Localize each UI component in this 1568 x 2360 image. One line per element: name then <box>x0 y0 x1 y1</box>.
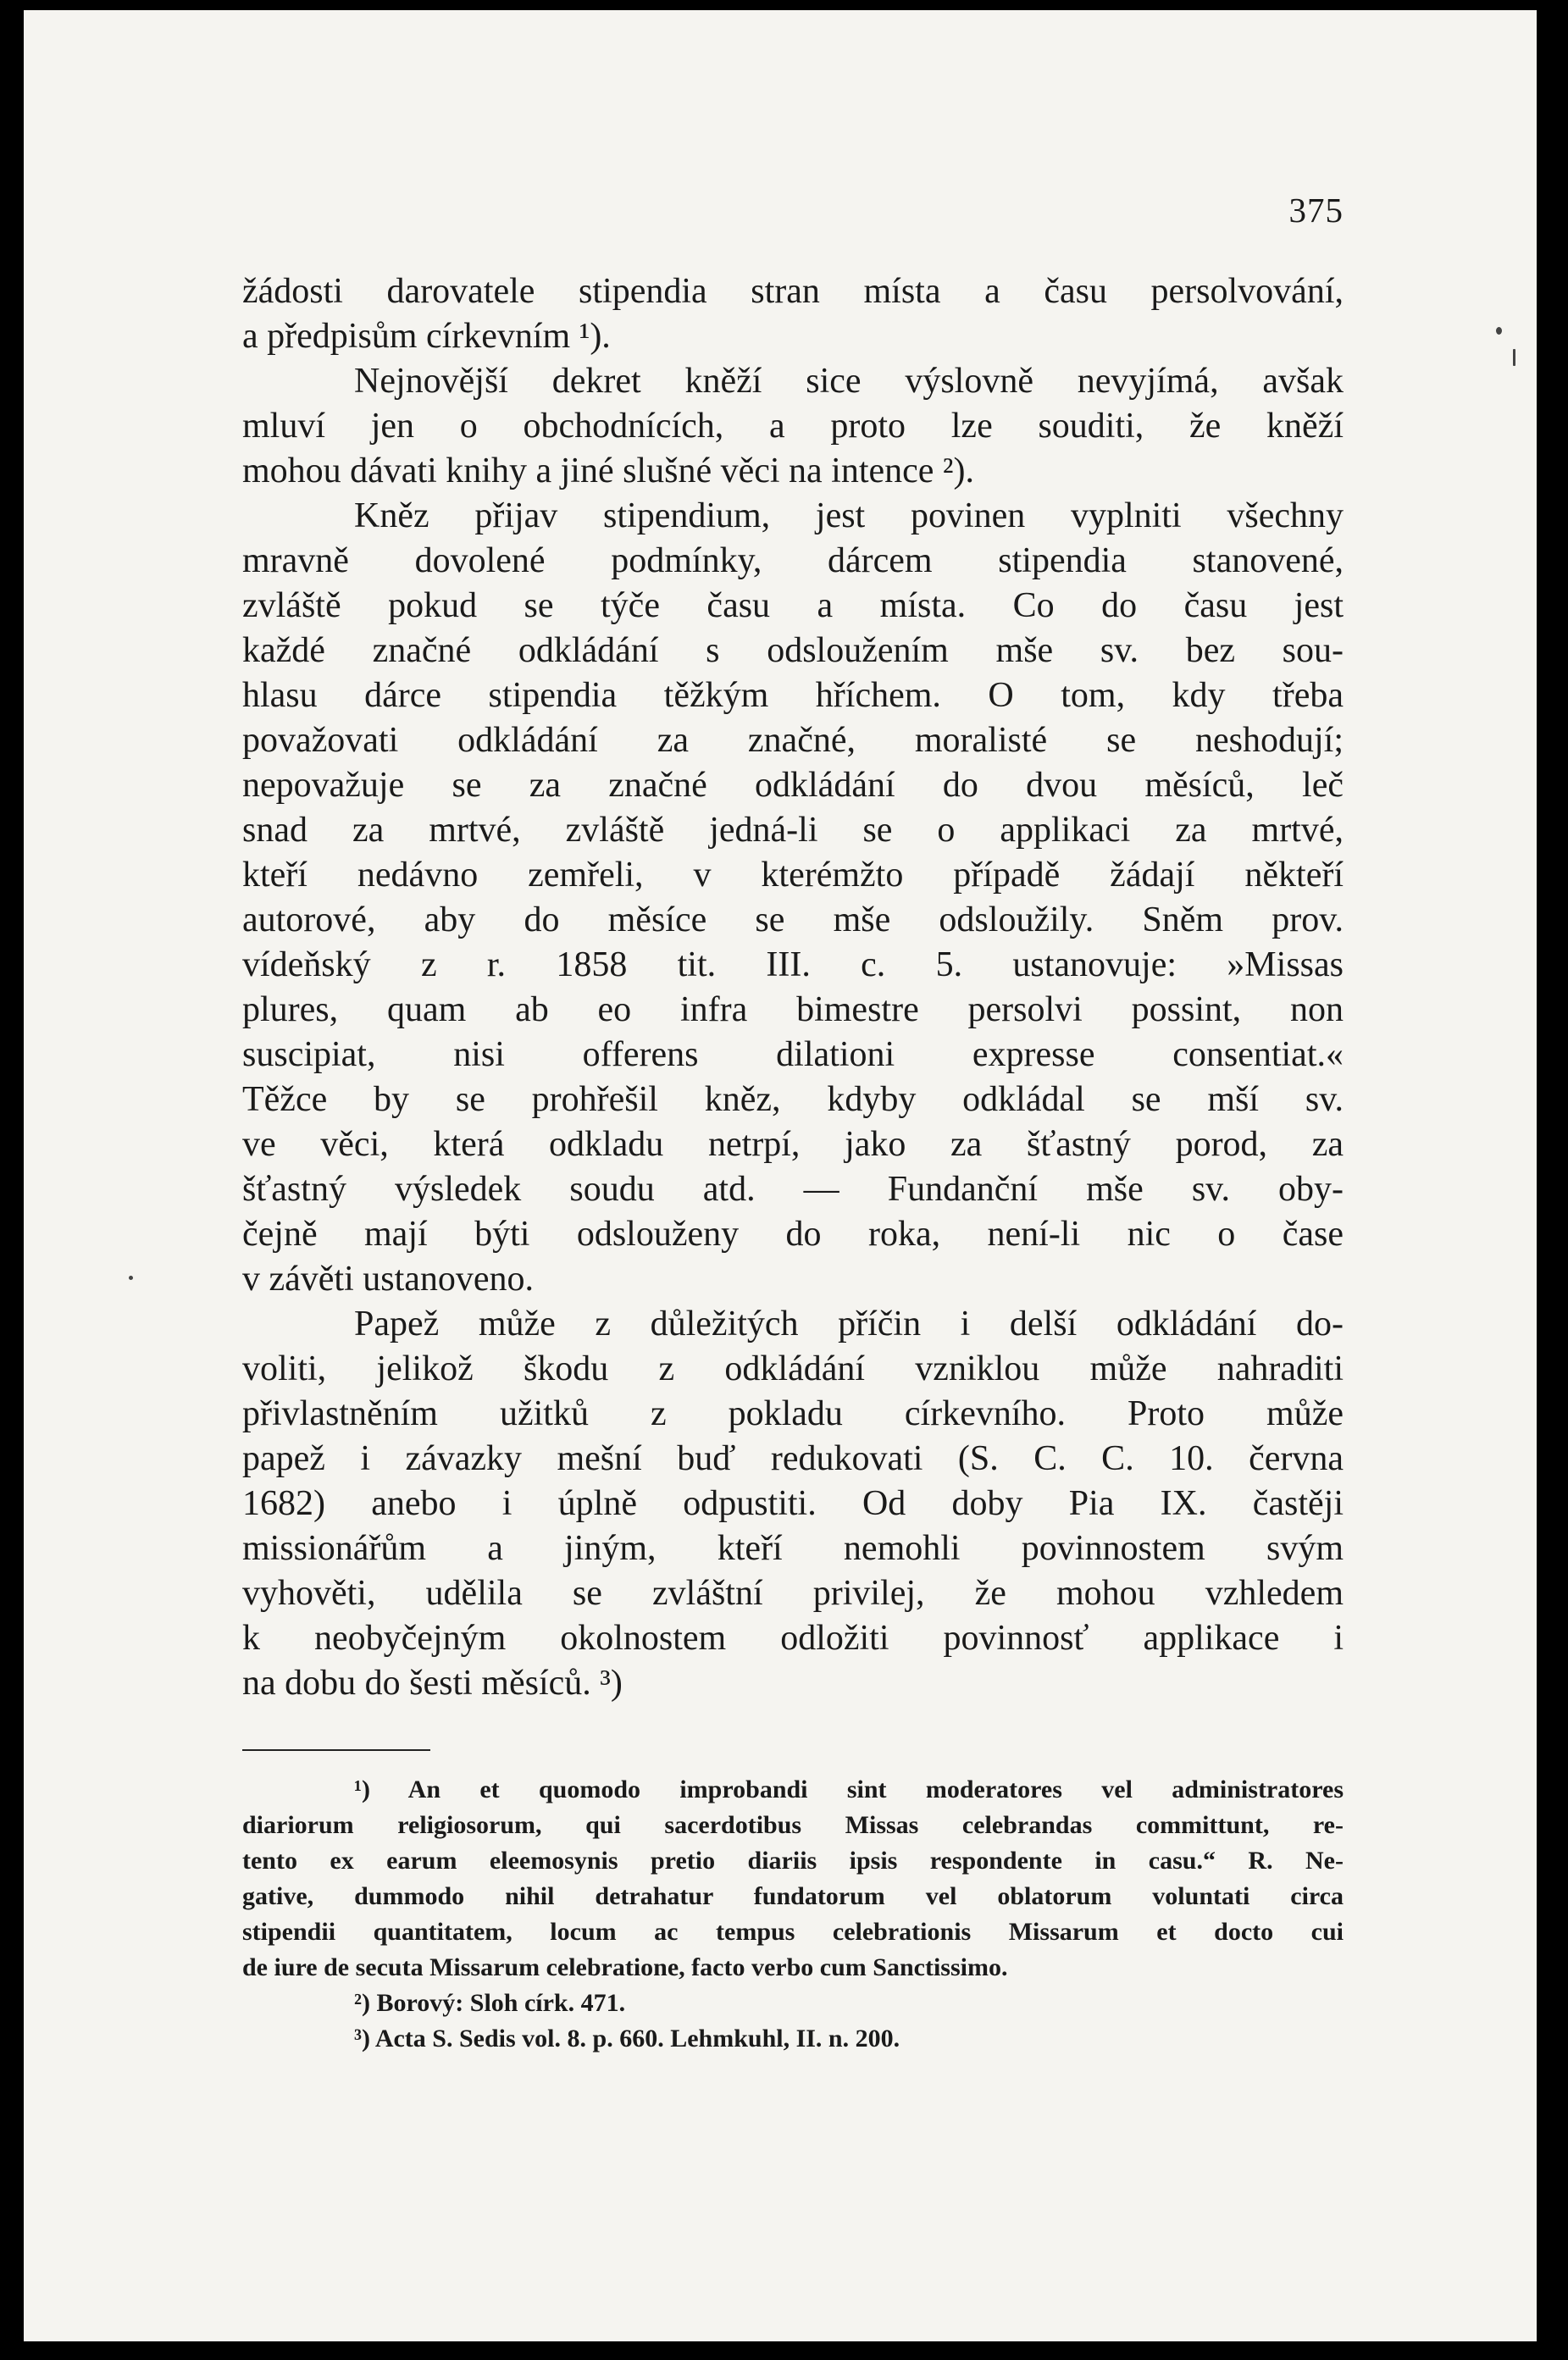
text-line: ve věci, která odkladu netrpí, jako za šťastný porod, za <box>242 1125 1344 1164</box>
text-line: čejně mají býti odslouženy do roka, není-li nic o čase <box>242 1215 1344 1254</box>
footnote-line: gative, dummodo nihil detrahatur fundatorum vel oblatorum voluntati circa <box>242 1882 1344 1910</box>
text-line: kteří nedávno zemřeli, v kterémžto případě žádají někteří <box>242 856 1344 895</box>
text-line: hlasu dárce stipendia těžkým hříchem. O tom, kdy třeba <box>242 676 1344 715</box>
text-line: voliti, jelikož škodu z odkládání vzniklou může nahraditi <box>242 1349 1344 1388</box>
text-line: žádosti darovatele stipendia stran místa a času persolvování, <box>242 272 1344 311</box>
book-page <box>24 10 1537 2341</box>
text-line: šťastný výsledek soudu atd. — Fundanční mše sv. oby- <box>242 1170 1344 1209</box>
text-line: autorové, aby do měsíce se mše odsloužily. Sněm prov. <box>242 900 1344 939</box>
footnote-line: ³) Acta S. Sedis vol. 8. p. 660. Lehmkuhl, II. n. 200. <box>354 2025 900 2053</box>
text-line: 1682) anebo i úplně odpustiti. Od doby Pia IX. častěji <box>242 1484 1344 1523</box>
text-line: zvláště pokud se týče času a místa. Co do času jest <box>242 586 1344 625</box>
text-line: mohou dávati knihy a jiné slušné věci na intence ²). <box>242 452 975 490</box>
footnote-line: tento ex earum eleemosynis pretio diariis ipsis respondente in casu.“ R. Ne- <box>242 1847 1344 1875</box>
text-line: snad za mrtvé, zvláště jedná-li se o applikaci za mrtvé, <box>242 811 1344 850</box>
text-line: na dobu do šesti měsíců. ³) <box>242 1664 623 1703</box>
footnote-line: de iure de secuta Missarum celebratione, facto verbo cum Sanctissimo. <box>242 1953 1008 1981</box>
text-line: plures, quam ab eo infra bimestre persolvi possint, non <box>242 990 1344 1029</box>
print-speck <box>1513 349 1515 366</box>
text-line: Papež může z důležitých příčin i delší odkládání do- <box>354 1305 1344 1343</box>
text-line: přivlastněním užitků z pokladu církevního. Proto může <box>242 1394 1344 1433</box>
footnotes-block <box>242 1772 1344 2057</box>
footnote-line: stipendii quantitatem, locum ac tempus celebrationis Missarum et docto cui <box>242 1918 1344 1946</box>
text-line: suscipiat, nisi offerens dilationi expresse consentiat.« <box>242 1035 1344 1074</box>
footnote-line: ¹) An et quomodo improbandi sint moderatores vel administratores <box>354 1776 1344 1803</box>
text-line: Kněz přijav stipendium, jest povinen vyplniti všechny <box>354 496 1344 535</box>
text-line: mravně dovolené podmínky, dárcem stipendia stanovené, <box>242 541 1344 580</box>
text-line: papež i závazky mešní buď redukovati (S. C. C. 10. června <box>242 1439 1344 1478</box>
footnote-line: ²) Borový: Sloh círk. 471. <box>354 1989 626 2017</box>
text-line: missionářům a jiným, kteří nemohli povinnostem svým <box>242 1529 1344 1568</box>
text-line: mluví jen o obchodnících, a proto lze souditi, že kněží <box>242 407 1344 446</box>
text-line: nepovažuje se za značné odkládání do dvou měsíců, leč <box>242 766 1344 805</box>
text-line: Těžce by se prohřešil kněz, kdyby odkládal se mší sv. <box>242 1080 1344 1119</box>
page-number: 375 <box>1288 191 1344 230</box>
main-text-block <box>242 269 1344 1706</box>
text-line: považovati odkládání za značné, moralisté se neshodují; <box>242 721 1344 760</box>
text-line: k neobyčejným okolnostem odložiti povinnosť applikace i <box>242 1619 1344 1658</box>
text-line: vídeňský z r. 1858 tit. III. c. 5. ustanovuje: »Missas <box>242 945 1344 984</box>
text-line: a předpisům církevním ¹). <box>242 317 611 356</box>
footnote-line: diariorum religiosorum, qui sacerdotibus Missas celebrandas committunt, re- <box>242 1811 1344 1839</box>
footnote-divider <box>242 1749 430 1751</box>
text-line: v závěti ustanoveno. <box>242 1260 535 1299</box>
print-speck <box>129 1276 133 1280</box>
print-speck <box>1496 327 1502 335</box>
text-line: vyhověti, udělila se zvláštní privilej, že mohou vzhledem <box>242 1574 1344 1613</box>
text-line: Nejnovější dekret kněží sice výslovně nevyjímá, avšak <box>354 362 1344 401</box>
text-line: každé značné odkládání s odsloužením mše sv. bez sou- <box>242 631 1344 670</box>
